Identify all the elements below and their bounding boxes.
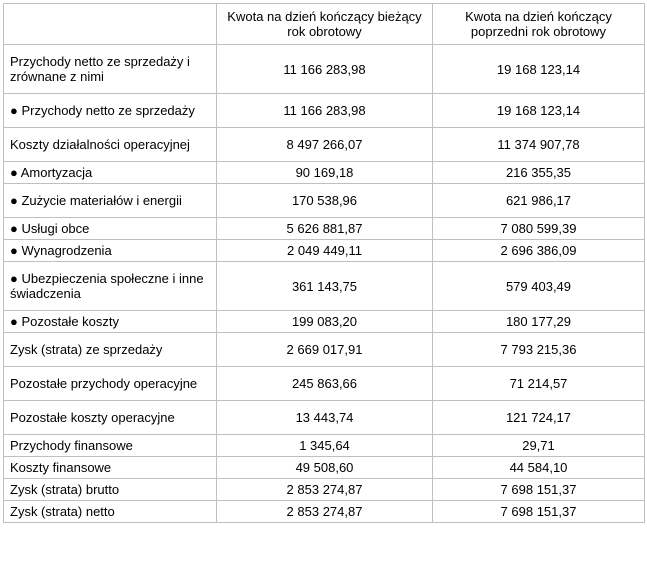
row-label: ● Pozostałe koszty [4, 311, 217, 333]
row-label: Przychody finansowe [4, 435, 217, 457]
row-label: Zysk (strata) netto [4, 501, 217, 523]
table-row [4, 435, 645, 457]
row-previous-value: 216 355,35 [433, 162, 645, 184]
row-label: Pozostałe koszty operacyjne [4, 401, 217, 435]
row-current-value: 2 669 017,91 [217, 333, 433, 367]
row-current-value: 245 863,66 [217, 367, 433, 401]
row-current-value: 90 169,18 [217, 162, 433, 184]
row-current-value: 13 443,74 [217, 401, 433, 435]
row-previous-value: 579 403,49 [433, 262, 645, 311]
row-previous-value: 44 584,10 [433, 457, 645, 479]
row-previous-value: 621 986,17 [433, 184, 645, 218]
row-previous-value: 71 214,57 [433, 367, 645, 401]
table-row [4, 311, 645, 333]
table-row [4, 184, 645, 218]
header-label-cell [4, 4, 217, 45]
table-row [4, 333, 645, 367]
row-previous-value: 7 698 151,37 [433, 479, 645, 501]
row-previous-value: 7 793 215,36 [433, 333, 645, 367]
row-current-value: 2 853 274,87 [217, 501, 433, 523]
financial-table [3, 3, 645, 523]
row-current-value: 49 508,60 [217, 457, 433, 479]
table-row [4, 240, 645, 262]
row-label: ● Zużycie materiałów i energii [4, 184, 217, 218]
row-previous-value: 19 168 123,14 [433, 94, 645, 128]
row-label: ● Przychody netto ze sprzedaży [4, 94, 217, 128]
table-row [4, 218, 645, 240]
row-previous-value: 29,71 [433, 435, 645, 457]
header-current-year: Kwota na dzień kończący bieżący rok obrotowy [217, 4, 433, 45]
row-current-value: 2 853 274,87 [217, 479, 433, 501]
row-current-value: 11 166 283,98 [217, 45, 433, 94]
table-header-row [4, 4, 645, 45]
row-label: Zysk (strata) brutto [4, 479, 217, 501]
row-label: ● Amortyzacja [4, 162, 217, 184]
table-row [4, 128, 645, 162]
table-row [4, 479, 645, 501]
row-current-value: 11 166 283,98 [217, 94, 433, 128]
row-current-value: 5 626 881,87 [217, 218, 433, 240]
table-row [4, 457, 645, 479]
row-current-value: 1 345,64 [217, 435, 433, 457]
row-previous-value: 7 080 599,39 [433, 218, 645, 240]
row-label: Koszty finansowe [4, 457, 217, 479]
table-row [4, 45, 645, 94]
header-previous-year: Kwota na dzień kończący poprzedni rok obrotowy [433, 4, 645, 45]
row-current-value: 2 049 449,11 [217, 240, 433, 262]
row-current-value: 361 143,75 [217, 262, 433, 311]
row-current-value: 170 538,96 [217, 184, 433, 218]
row-label: Pozostałe przychody operacyjne [4, 367, 217, 401]
table-row [4, 94, 645, 128]
row-previous-value: 180 177,29 [433, 311, 645, 333]
row-label: ● Wynagrodzenia [4, 240, 217, 262]
row-previous-value: 19 168 123,14 [433, 45, 645, 94]
table-row [4, 401, 645, 435]
row-label: Przychody netto ze sprzedaży i zrównane z nimi [4, 45, 217, 94]
row-previous-value: 2 696 386,09 [433, 240, 645, 262]
table-row [4, 501, 645, 523]
row-current-value: 8 497 266,07 [217, 128, 433, 162]
row-previous-value: 121 724,17 [433, 401, 645, 435]
table-row [4, 367, 645, 401]
row-previous-value: 7 698 151,37 [433, 501, 645, 523]
row-label: Koszty działalności operacyjnej [4, 128, 217, 162]
table-row [4, 162, 645, 184]
row-previous-value: 11 374 907,78 [433, 128, 645, 162]
row-label: ● Usługi obce [4, 218, 217, 240]
row-label: Zysk (strata) ze sprzedaży [4, 333, 217, 367]
table-row [4, 262, 645, 311]
row-label: ● Ubezpieczenia społeczne i inne świadczenia [4, 262, 217, 311]
row-current-value: 199 083,20 [217, 311, 433, 333]
